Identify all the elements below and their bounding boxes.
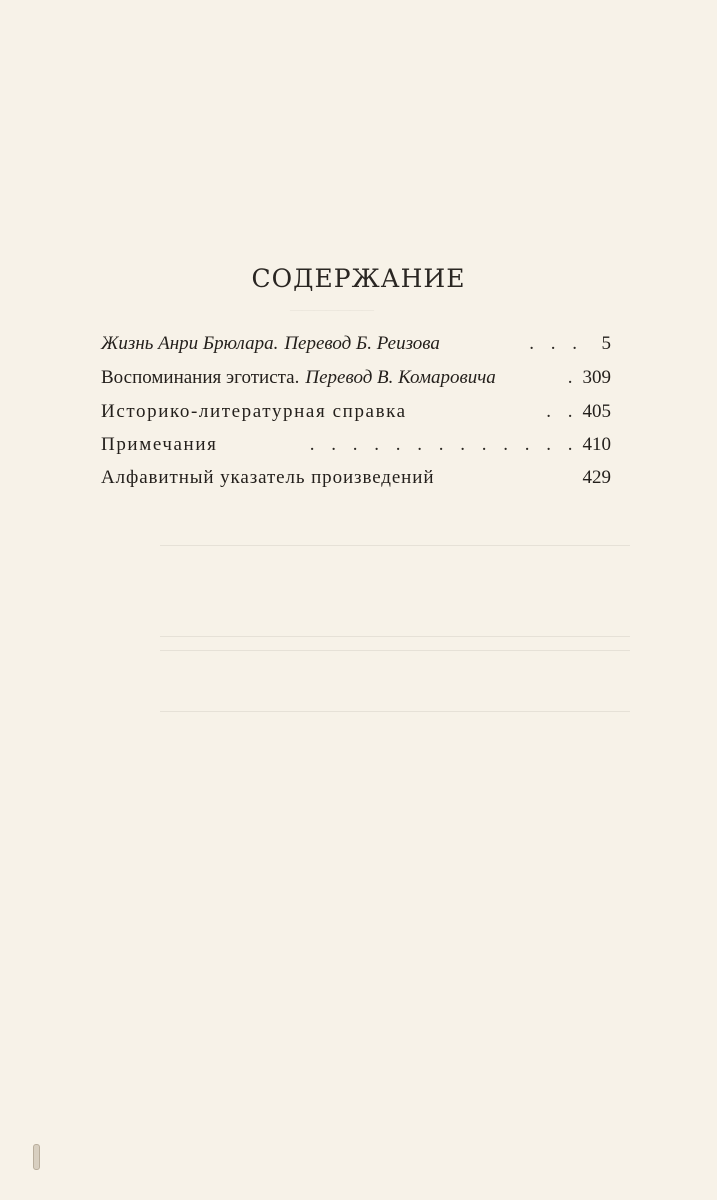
toc-entry <box>101 467 611 493</box>
toc-heading: СОДЕРЖАНИЕ <box>251 264 466 293</box>
toc-entry-title: Воспоминания эготиста. <box>101 367 300 388</box>
toc-entry-translator: Перевод Б. Реизова <box>284 333 440 354</box>
show-through-box <box>160 650 630 712</box>
show-through-box <box>160 545 630 637</box>
show-through: ——————— <box>290 302 374 316</box>
toc-entry <box>101 333 611 359</box>
toc-entry <box>101 401 611 427</box>
page-edge-mark <box>33 1144 40 1170</box>
toc-entry-translator: Перевод В. Комаровича <box>305 367 496 388</box>
toc-entry-title: Историко-литературная справка <box>101 401 407 422</box>
toc-entry-page: 309 <box>582 367 611 388</box>
toc-entry <box>101 367 611 393</box>
toc-entry-page: 410 <box>582 434 611 455</box>
toc-entry-page: 5 <box>601 333 611 354</box>
toc-entry-page: 405 <box>582 401 611 422</box>
toc-entry-leader: . . <box>546 401 579 422</box>
toc-entry <box>101 434 611 460</box>
toc-entry-leader: . . . <box>529 333 583 354</box>
toc-entry-title: Алфавитный указатель произведений <box>101 467 435 488</box>
toc-entry-leader: . . . . . . . . . . . . . <box>309 434 579 455</box>
toc-entry-title: Примечания <box>101 434 218 455</box>
toc-entry-title: Жизнь Анри Брюлара. <box>101 333 279 354</box>
toc-entry-leader: . <box>567 367 579 388</box>
toc-entry-page: 429 <box>582 467 611 488</box>
